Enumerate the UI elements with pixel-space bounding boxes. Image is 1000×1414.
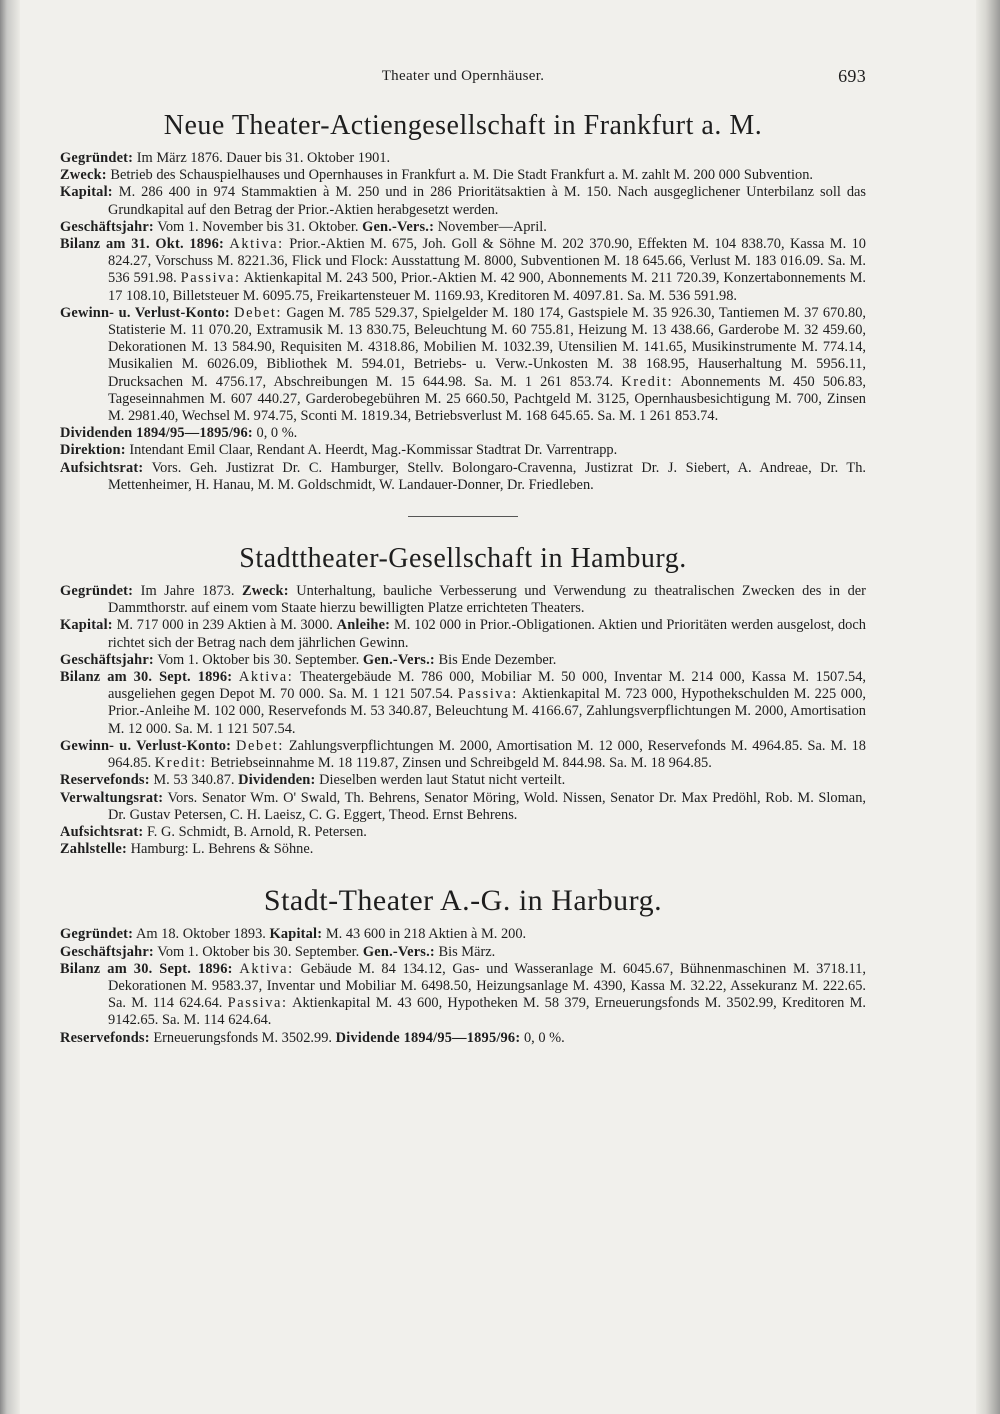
entry-reservefonds	[60, 772, 866, 789]
sub-label: Aktiva:	[238, 669, 294, 686]
entry-zweck	[60, 167, 866, 184]
value: November—April.	[437, 218, 547, 235]
section-hamburg	[60, 543, 866, 858]
entry-aufsichtsrat	[60, 460, 866, 494]
document-page	[60, 62, 866, 1055]
label: Bilanz am 30. Sept. 1896:	[60, 960, 233, 977]
entry-bilanz	[60, 236, 866, 305]
running-head-title: Theater und Opernhäuser.	[381, 68, 545, 84]
value: Betrieb des Schauspielhauses und Opernhauses in Frankfurt a. M. Die Stadt Frankfurt a. M. zahlt M. 200 000 Subvention.	[110, 167, 814, 184]
value: Erneuerungsfonds M. 3502.99.	[153, 1029, 333, 1046]
section-title: Stadttheater-Gesellschaft in Hamburg.	[239, 543, 687, 575]
entry-reservefonds	[60, 1030, 866, 1047]
value: M. 286 400 in 974 Stammaktien à M. 250 und in 286 Prioritätsaktien à M. 150. Nach ausgeglichener Unterbilanz soll das Grundkapital auf den Betrag der Prior.-Aktien herabgesetzt werden.	[108, 184, 867, 218]
label: Zweck:	[241, 583, 289, 600]
label: Geschäftsjahr:	[60, 651, 154, 668]
label: Geschäftsjahr:	[60, 218, 154, 235]
section-frankfurt	[60, 110, 866, 494]
label: Reservefonds:	[60, 772, 150, 789]
running-head	[60, 62, 866, 90]
label: Gen.-Vers.:	[362, 943, 435, 960]
entry-dividenden	[60, 425, 866, 442]
entry-geschaeftsjahr	[60, 944, 866, 961]
value: Dieselben werden laut Statut nicht verteilt.	[319, 772, 566, 789]
value: M. 102 000 in Prior.-Obligationen. Aktien und Prioritäten werden ausgelost, doch richtet sich der Betrag nach dem jährlichen Gewinn.	[108, 617, 866, 651]
label: Dividenden 1894/95—1895/96:	[60, 425, 253, 442]
value: M. 717 000 in 239 Aktien à M. 3000.	[116, 617, 333, 634]
sub-label: Passiva:	[457, 686, 518, 703]
label: Zahlstelle:	[60, 841, 127, 858]
value: Im Jahre 1873.	[140, 583, 235, 600]
label: Gen.-Vers.:	[362, 218, 435, 235]
value: Gagen M. 785 529.37, Spielgelder M. 180 174, Gastspiele M. 35 926.30, Tantiemen M. 37 670.80, Statisterie M. 11 070.20, Extramusik M. 13 830.75, Beleuchtung M. 60 755.81, Heizung M. 13 438.66, Garderobe M. 32 459.60, Dekorationen M. 13 584.90, Requisiten M. 4318.86, Mobilien M. 1032.39, Utensilien M. 141.65, Musikinstrumente M. 774.14, Musikalien M. 6026.09, Bibliothek M. 594.01, Betriebs- u. Verw.-Unkosten M. 38 168.95, Hauserhaltung M. 5956.11, Drucksachen M. 4756.17, Abschreibungen M. 15 644.98. Sa. M. 1 261 853.74.	[108, 304, 866, 390]
value: Vom 1. November bis 31. Oktober.	[157, 218, 359, 235]
value: Aktienkapital M. 723 000, Hypothekschulden M. 225 000, Prior.-Anleihe M. 102 000, Reservefonds M. 53 340.87, Beleuchtung M. 4166.67, Zahlungsverpflichtungen M. 2000, Amortisation M. 12 000. Sa. M. 1 121 507.54.	[108, 686, 866, 737]
value: Vom 1. Oktober bis 30. September.	[157, 943, 360, 960]
entry-aufsichtsrat	[60, 824, 866, 841]
entry-guv	[60, 305, 866, 425]
value: Im März 1876. Dauer bis 31. Oktober 1901.	[136, 150, 391, 166]
value: Aktienkapital M. 243 500, Prior.-Aktien M. 42 900, Abonnements M. 211 720.39, Konzertabonnements M. 17 108.10, Billetsteuer M. 6095.75, Freikartensteuer M. 1169.93, Kreditoren M. 4097.81. Sa. M. 536 591.98.	[108, 270, 866, 304]
label: Kapital:	[269, 926, 323, 943]
label: Gewinn- u. Verlust-Konto:	[60, 737, 232, 754]
value: Vors. Geh. Justizrat Dr. C. Hamburger, Stellv. Bolongaro-Cravenna, Justizrat Dr. J. Siebert, A. Andreae, Dr. Th. Mettenheimer, H. Hanau, M. M. Goldschmidt, W. Landauer-Donner, Dr. Friedleben.	[108, 459, 866, 493]
label: Aufsichtsrat:	[60, 459, 144, 476]
value: 0, 0 %.	[256, 425, 298, 442]
sub-label: Debet:	[234, 304, 283, 321]
value: Vom 1. Oktober bis 30. September.	[157, 651, 360, 668]
sub-label: Passiva:	[227, 995, 288, 1012]
label: Dividende 1894/95—1895/96:	[335, 1029, 521, 1046]
entry-direktion	[60, 442, 866, 459]
label: Gen.-Vers.:	[362, 651, 435, 668]
scan-edge-right	[976, 0, 1000, 1414]
entry-gegruendet	[60, 926, 866, 943]
value: Unterhaltung, bauliche Verbesserung und Verwendung zu theatralischen Zwecken des in der Dammthorstr. auf einem vom Staate hierzu bewilligten Platze errichteten Theaters.	[108, 583, 866, 617]
value: Betriebseinnahme M. 18 119.87, Zinsen und Schreibgeld M. 844.98. Sa. M. 18 964.85.	[210, 755, 712, 772]
label: Direktion:	[60, 442, 126, 459]
sub-label: Aktiva:	[229, 236, 284, 253]
section-divider	[408, 516, 518, 517]
value: Bis März.	[438, 943, 496, 960]
page-number: 693	[838, 66, 866, 86]
value: M. 43 600 in 218 Aktien à M. 200.	[325, 926, 527, 943]
value: Aktienkapital M. 43 600, Hypotheken M. 58 379, Erneuerungsfonds M. 3502.99, Kreditoren M. 9142.65. Sa. M. 114 624.64.	[108, 995, 866, 1029]
value: F. G. Schmidt, B. Arnold, R. Petersen.	[146, 823, 367, 840]
value: Gebäude M. 84 134.12, Gas- und Wasseranlage M. 6045.67, Bühnenmaschinen M. 3718.11, Dekorationen M. 9583.37, Inventar und Mobiliar M. 6498.50, Heizungsanlage M. 4390, Kassa M. 32.22, Assekuranz M. 222.65. Sa. M. 114 624.64.	[108, 960, 866, 1012]
label: Reservefonds:	[60, 1029, 150, 1046]
entry-kapital	[60, 184, 866, 218]
section-title: Neue Theater-Actiengesellschaft in Frankfurt a. M.	[163, 110, 763, 141]
entry-geschaeftsjahr	[60, 652, 866, 669]
value: M. 53 340.87.	[153, 772, 235, 789]
value: Vors. Senator Wm. O' Swald, Th. Behrens, Senator Möring, Wold. Nissen, Senator Dr. Max Predöhl, Rob. M. Sloman, Dr. Gustav Petersen, C. H. Laeisz, C. G. Eggert, Theod. Ernst Behrens.	[108, 789, 866, 823]
label: Gegründet:	[60, 150, 134, 166]
label: Dividenden:	[238, 772, 316, 789]
label: Anleihe:	[336, 617, 391, 634]
label: Aufsichtsrat:	[60, 823, 144, 840]
label: Verwaltungsrat:	[60, 789, 164, 806]
value: Am 18. Oktober 1893.	[135, 926, 266, 943]
value: 0, 0 %.	[523, 1029, 565, 1046]
sub-label: Aktiva:	[239, 960, 294, 977]
label: Zweck:	[60, 167, 107, 184]
value: Prior.-Aktien M. 675, Joh. Goll & Söhne M. 202 370.90, Effekten M. 104 838.70, Kassa M. 10 824.27, Vorschuss M. 8221.36, Flick und Flock: Ausstattung M. 8000, Subventionen M. 18 645.66, Verlust M. 183 016.09. Sa. M. 536 591.98.	[108, 236, 866, 287]
value: Zahlungsverpflichtungen M. 2000, Amortisation M. 12 000, Reservefonds M. 4964.85. Sa. M. 18 964.85.	[108, 737, 867, 772]
entry-verwaltungsrat	[60, 790, 866, 824]
label: Gegründet:	[60, 583, 134, 600]
entry-kapital	[60, 617, 866, 651]
sub-label: Kredit:	[154, 755, 207, 772]
entry-bilanz	[60, 669, 866, 738]
sub-label: Debet:	[236, 737, 284, 754]
entry-geschaeftsjahr	[60, 219, 866, 236]
value: Hamburg: L. Behrens & Söhne.	[130, 841, 314, 858]
value: Theatergebäude M. 786 000, Mobiliar M. 50 000, Inventar M. 214 000, Kassa M. 1507.54, ausgeliehen gegen Depot M. 70 000. Sa. M. 1 121 507.54.	[108, 669, 866, 703]
entry-gegruendet	[60, 150, 866, 167]
sub-label: Passiva:	[180, 270, 241, 287]
label: Geschäftsjahr:	[60, 943, 154, 960]
label: Bilanz am 30. Sept. 1896:	[60, 669, 233, 686]
label: Bilanz am 31. Okt. 1896:	[60, 236, 224, 253]
value: Bis Ende Dezember.	[438, 651, 557, 668]
sub-label: Kredit:	[621, 373, 674, 390]
entry-zahlstelle	[60, 841, 866, 858]
label: Gewinn- u. Verlust-Konto:	[60, 304, 230, 321]
label: Kapital:	[60, 184, 113, 201]
value: Abonnements M. 450 506.83, Tageseinnahmen M. 607 440.27, Garderobegebühren M. 25 660.50, Pachtgeld M. 3125, Opernhausbesichtigung M. 700, Zinsen M. 2981.40, Wechsel M. 974.75, Sconti M. 1819.34, Betriebsverlust M. 168 645.65. Sa. M. 1 261 853.74.	[108, 373, 866, 425]
section-title: Stadt-Theater A.-G. in Harburg.	[263, 884, 663, 918]
entry-guv	[60, 738, 866, 772]
entry-gegruendet	[60, 583, 866, 617]
section-harburg	[60, 884, 866, 1046]
label: Gegründet:	[60, 926, 134, 943]
scan-edge-left	[0, 0, 20, 1414]
label: Kapital:	[60, 617, 113, 634]
value: Intendant Emil Claar, Rendant A. Heerdt, Mag.-Kommissar Stadtrat Dr. Varrentrapp.	[129, 442, 618, 459]
entry-bilanz	[60, 961, 866, 1030]
